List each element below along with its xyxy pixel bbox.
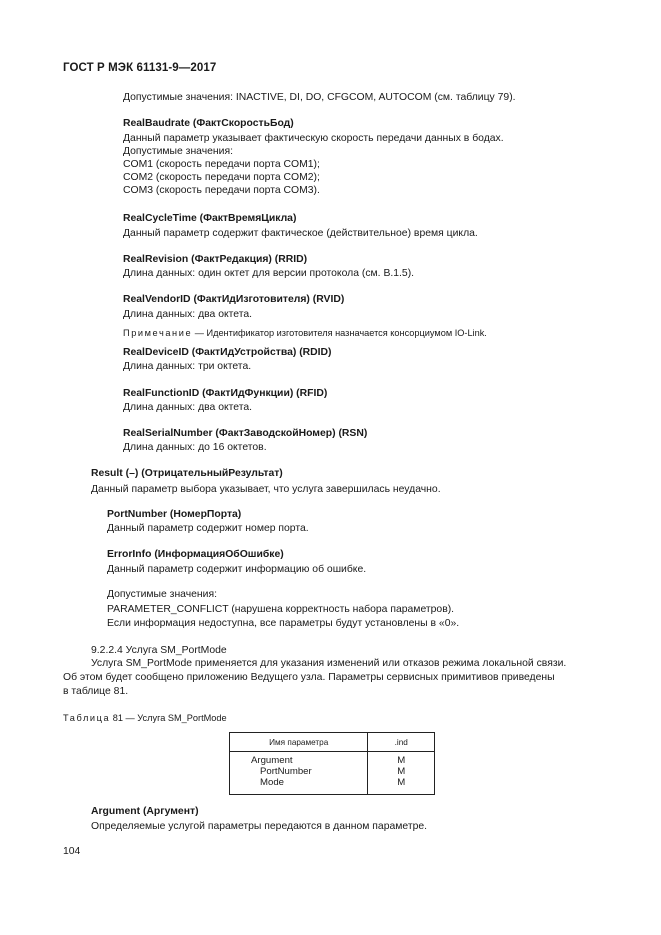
table-caption (63, 713, 227, 723)
result-minus-desc: Данный параметр выбора указывает, что услуга завершилась неудачно. (91, 484, 441, 495)
parameters-table (229, 732, 435, 795)
real-serial-number-desc: Длина данных: до 16 октетов. (123, 442, 267, 453)
real-vendor-id-title: RealVendorID (ФактИдИзготовителя) (RVID) (123, 294, 345, 305)
table-body-row (230, 752, 435, 795)
real-baudrate-com2: COM2 (скорость передачи порта COM2); (123, 172, 320, 183)
note-label: Примечание (123, 328, 193, 338)
table-cell-names (230, 752, 368, 795)
allowed-values-line: Допустимые значения: INACTIVE, DI, DO, CFGCOM, AUTOCOM (см. таблицу 79). (123, 92, 516, 103)
table-row-name: Argument (251, 755, 293, 766)
real-serial-number-title: RealSerialNumber (ФактЗаводскойНомер) (RSN) (123, 428, 368, 439)
document-header: ГОСТ Р МЭК 61131-9—2017 (63, 62, 217, 74)
note-text: — Идентификатор изготовителя назначается консорциумом IO-Link. (192, 328, 487, 338)
section-para-line1: Услуга SM_PortMode применяется для указания изменений или отказов режима локальной связи. (91, 658, 567, 669)
argument-title: Argument (Аргумент) (91, 806, 199, 817)
table-row-ind: M (397, 777, 406, 788)
real-baudrate-com1: COM1 (скорость передачи порта COM1); (123, 159, 320, 170)
real-baudrate-allowed: Допустимые значения: (123, 146, 233, 157)
section-heading: 9.2.2.4 Услуга SM_PortMode (91, 645, 227, 656)
real-baudrate-title: RealBaudrate (ФактСкоростьБод) (123, 118, 294, 129)
real-baudrate-com3: COM3 (скорость передачи порта COM3). (123, 185, 320, 196)
real-vendor-id-note (123, 328, 487, 338)
error-info-unavailable: Если информация недоступна, все параметры будут установлены в «0». (107, 618, 460, 629)
page-number: 104 (63, 846, 81, 857)
error-info-allowed: Допустимые значения: (107, 589, 217, 600)
argument-desc: Определяемые услугой параметры передаются в данном параметре. (91, 821, 428, 832)
real-revision-desc: Длина данных: один октет для версии протокола (см. В.1.5). (123, 268, 415, 279)
real-device-id-title: RealDeviceID (ФактИдУстройства) (RDID) (123, 347, 332, 358)
real-revision-title: RealRevision (ФактРедакция) (RRID) (123, 254, 308, 265)
table-row-name: Mode (260, 777, 284, 788)
table-header-row (230, 733, 435, 752)
port-number-desc: Данный параметр содержит номер порта. (107, 523, 309, 534)
real-vendor-id-desc: Длина данных: два октета. (123, 309, 253, 320)
error-info-conflict: PARAMETER_CONFLICT (нарушена корректность набора параметров). (107, 604, 455, 615)
port-number-title: PortNumber (НомерПорта) (107, 509, 242, 520)
error-info-title: ErrorInfo (ИнформацияОбОшибке) (107, 549, 284, 560)
result-minus-title: Result (–) (ОтрицательныйРезультат) (91, 468, 283, 479)
table-row-ind: M (397, 766, 406, 777)
real-cycle-time-title: RealCycleTime (ФактВремяЦикла) (123, 213, 297, 224)
table-row-ind: M (397, 755, 406, 766)
table-row-name: PortNumber (260, 766, 312, 777)
error-info-desc: Данный параметр содержит информацию об ошибке. (107, 564, 367, 575)
table-header-ind: .ind (368, 733, 435, 752)
real-baudrate-desc: Данный параметр указывает фактическую скорость передачи данных в бодах. (123, 133, 504, 144)
real-cycle-time-desc: Данный параметр содержит фактическое (действительное) время цикла. (123, 228, 478, 239)
section-para-line3: в таблице 81. (63, 686, 129, 697)
table-caption-text: 81 — Услуга SM_PortMode (110, 713, 227, 723)
table-cell-ind (368, 752, 435, 795)
real-function-id-desc: Длина данных: два октета. (123, 402, 253, 413)
real-function-id-title: RealFunctionID (ФактИдФункции) (RFID) (123, 388, 328, 399)
real-device-id-desc: Длина данных: три октета. (123, 361, 252, 372)
table-caption-label: Таблица (63, 713, 111, 723)
table-header-name: Имя параметра (230, 733, 368, 752)
section-para-line2: Об этом будет сообщено приложению Ведущего узла. Параметры сервисных примитивов приведены (63, 672, 555, 683)
